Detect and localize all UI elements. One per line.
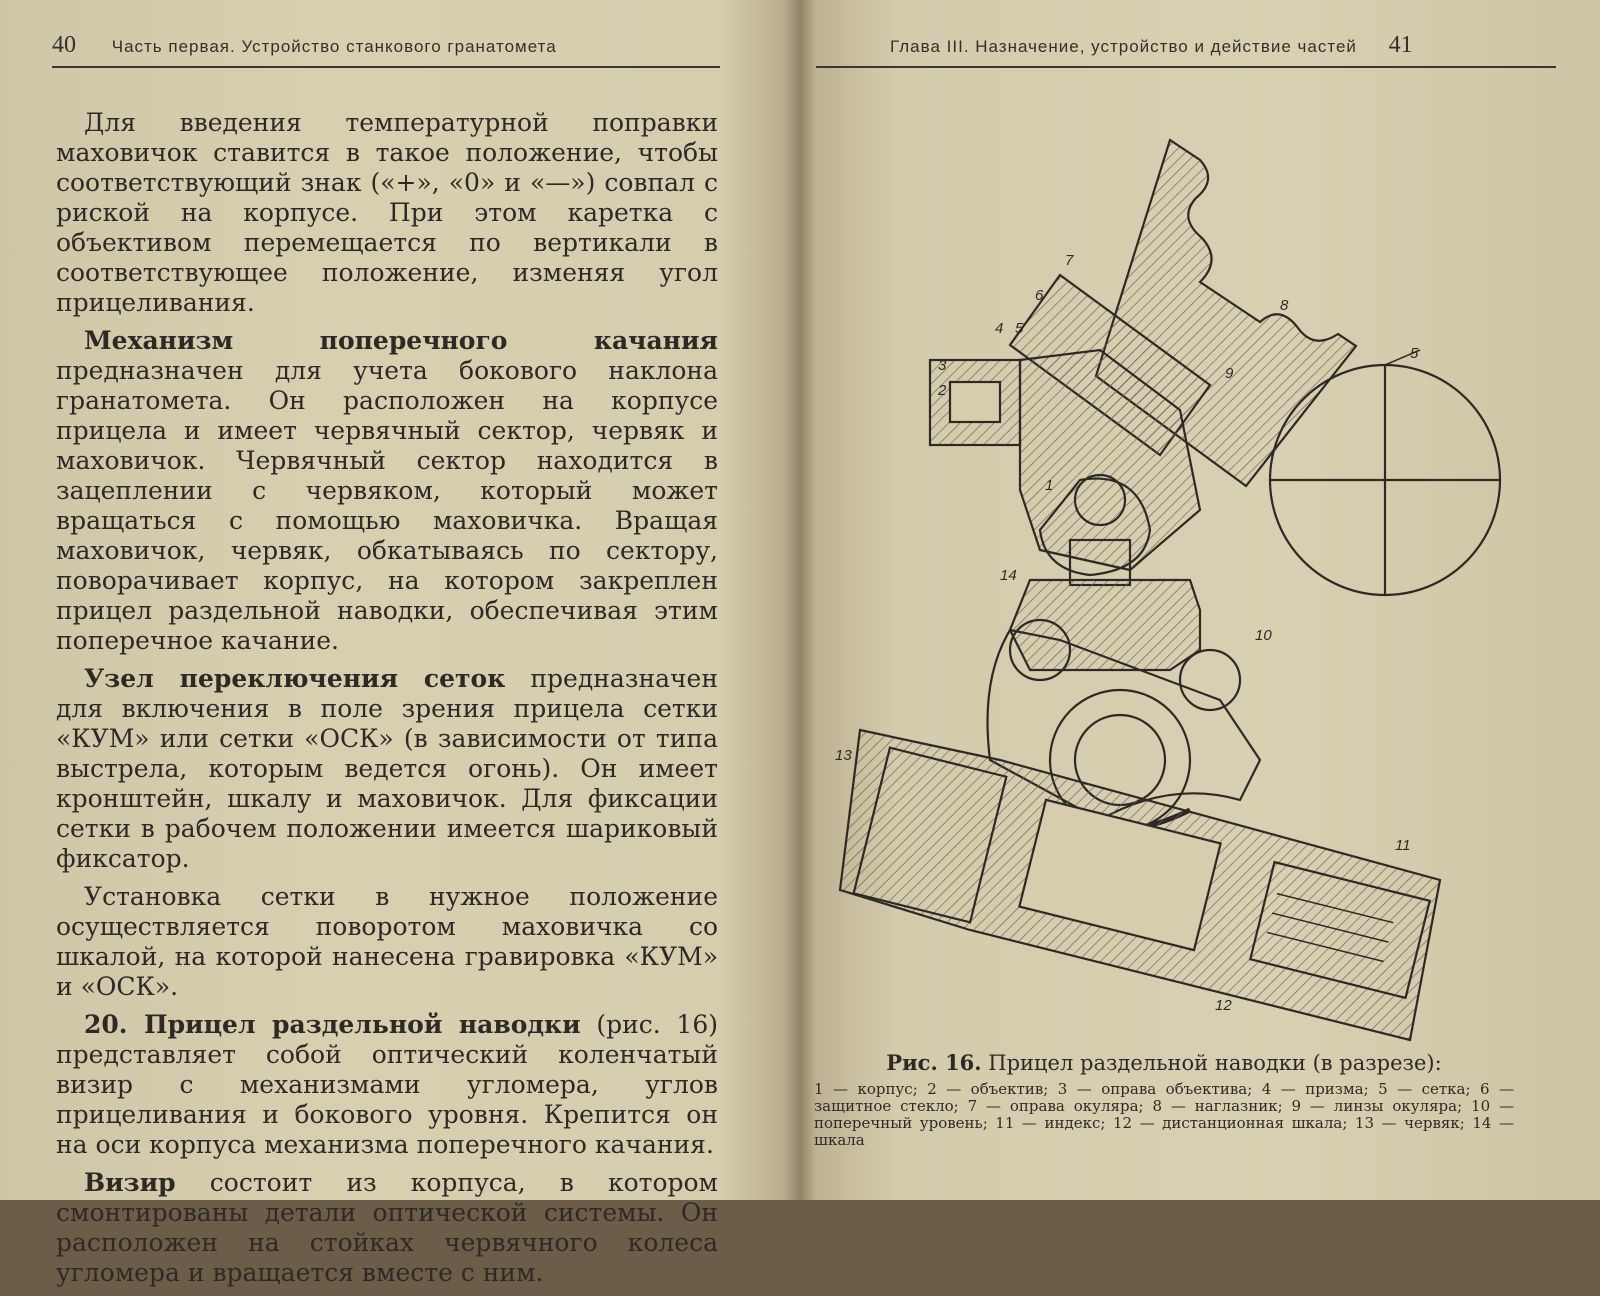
paragraph xyxy=(56,664,718,874)
callout-label-6: 6 xyxy=(1035,287,1044,304)
header-rule-right xyxy=(816,66,1556,68)
paragraph-text: Для введения температурной поправки маховичок ставится в такое положение, чтобы соответствующий знак («+», «0» и «—») совпал с риской на корпусе. При этом каретка с объективом перемещается по вертикали в соответствующее положение, изменяя угол прицеливания. xyxy=(56,108,718,317)
callout-label-5: 5 xyxy=(1410,345,1419,362)
paragraph-text: предназначен для включения в поле зрения прицела сетки «КУМ» или сетки «ОСК» (в зависимости от типа выстрела, которым ведется огонь). Он имеет кронштейн, шкалу и маховичок. Для фиксации сетки в рабочем положении имеется шариковый фиксатор. xyxy=(56,664,718,873)
callout-label-10: 10 xyxy=(1255,627,1272,644)
callout-label-11: 11 xyxy=(1395,837,1411,854)
callout-label-8: 8 xyxy=(1280,297,1289,314)
paragraph-text: состоит из корпуса, в котором смонтированы детали оптической системы. Он расположен на стойках червячного колеса угломера и вращается вместе с ним. xyxy=(56,1168,718,1287)
header-rule-left xyxy=(52,66,720,68)
paragraph-text: предназначен для учета бокового наклона гранатомета. Он расположен на корпусе прицела и имеет червячный сектор, червяк и маховичок. Червячный сектор находится в зацеплении с червяком, который может вращаться с помощью маховичка. Вращая маховичок, червяк, обкатываясь по сектору, поворачивает корпус, на котором закреплен прицел раздельной наводки, обеспечивая этим поперечное качание. xyxy=(56,356,718,655)
paragraph xyxy=(56,1010,718,1160)
callout-label-5: 5 xyxy=(1015,320,1024,337)
callout-label-1: 1 xyxy=(1045,477,1054,494)
paragraph xyxy=(56,1168,718,1288)
page-number-left: 40 xyxy=(52,32,76,58)
running-header-left: Часть первая. Устройство станкового гранатомета xyxy=(111,37,557,56)
paragraph-text: (рис. 16) представляет собой оптический коленчатый визир с механизмами угломера, углов прицеливания и бокового уровня. Крепится он на оси корпуса механизма поперечного качания. xyxy=(56,1010,718,1159)
paragraph-lead: Механизм поперечного качания xyxy=(84,326,718,355)
left-body-text xyxy=(56,108,718,1296)
callout-label-2: 2 xyxy=(938,382,947,399)
sight-cross-section-drawing xyxy=(810,120,1530,1050)
callout-label-13: 13 xyxy=(835,747,852,764)
callout-label-14: 14 xyxy=(1000,567,1017,584)
running-header-right: Глава III. Назначение, устройство и действие частей xyxy=(890,37,1357,56)
right-page xyxy=(770,0,1600,1200)
callout-label-9: 9 xyxy=(1225,365,1234,382)
caption-legend: 1 — корпус; 2 — объектив; 3 — оправа объектива; 4 — призма; 5 — сетка; 6 — защитное стекло; 7 — оправа окуляра; 8 — наглазник; 9 — линзы окуляра; 10 — поперечный уровень; 11 — индекс; 12 — дистанционная шкала; 13 — червяк; 14 — шкала xyxy=(814,1080,1514,1149)
callout-label-12: 12 xyxy=(1215,997,1232,1014)
paragraph xyxy=(56,882,718,1002)
paragraph xyxy=(56,326,718,656)
paragraph-text: Установка сетки в нужное положение осуществляется поворотом маховичка со шкалой, на которой нанесена гравировка «КУМ» и «ОСК». xyxy=(56,882,718,1001)
paragraph xyxy=(56,108,718,318)
paragraph-lead: 20. Прицел раздельной наводки xyxy=(84,1010,581,1039)
paragraph-lead: Узел переключения сеток xyxy=(84,664,506,693)
callout-label-4: 4 xyxy=(995,320,1004,337)
left-header xyxy=(52,32,557,59)
caption-title-text: Прицел раздельной наводки (в разрезе): xyxy=(988,1051,1442,1075)
left-page xyxy=(0,0,770,1287)
callout-label-7: 7 xyxy=(1065,252,1074,269)
right-header xyxy=(890,32,1413,59)
caption-title xyxy=(814,1050,1514,1075)
caption-label: Рис. 16. xyxy=(886,1050,982,1075)
callout-label-3: 3 xyxy=(938,357,947,374)
paragraph-lead: Визир xyxy=(84,1168,176,1197)
page-number-right: 41 xyxy=(1388,32,1413,58)
figure-caption xyxy=(814,1050,1514,1149)
